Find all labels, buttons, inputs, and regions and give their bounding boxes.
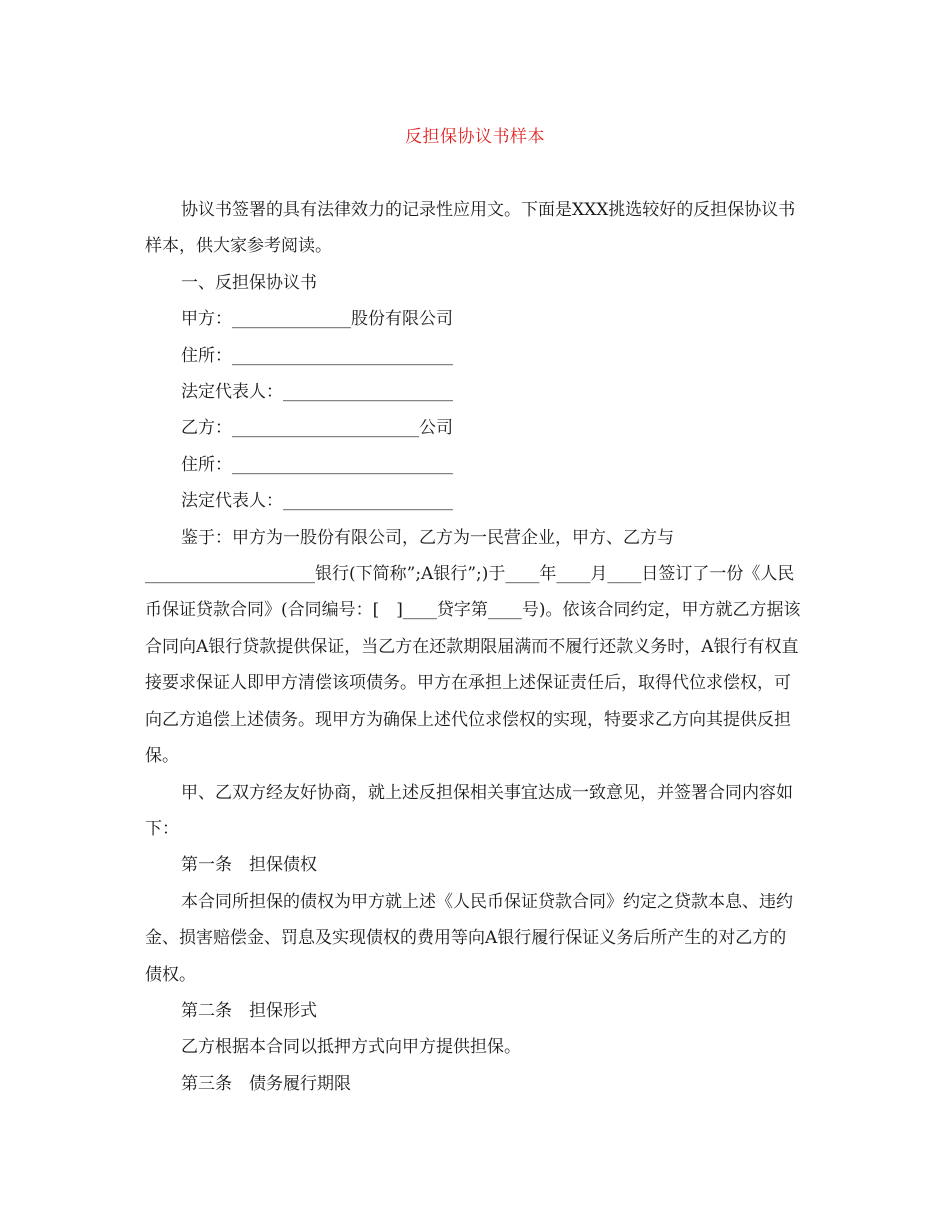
article-2-heading: 第二条 担保形式 <box>181 1000 317 1021</box>
party-a-representative: 法定代表人：____________________ <box>181 382 453 403</box>
article-1-heading: 第一条 担保债权 <box>181 855 317 876</box>
document-body <box>145 192 803 1102</box>
agreement-paragraph: 甲、乙双方经友好协商，就上述反担保相关事宜达成一致意见，并签署合同内容如下： <box>145 782 793 839</box>
party-a-name: 甲方：______________股份有限公司 <box>181 309 453 330</box>
document-title: 反担保协议书样本 <box>405 127 545 147</box>
article-3-heading: 第三条 债务履行期限 <box>181 1073 351 1094</box>
article-1-body: 本合同所担保的债权为甲方就上述《人民币保证贷款合同》约定之贷款本息、违约金、损害赔偿金、罚息及实现债权的费用等向A银行履行保证义务后所产生的对乙方的债权。 <box>145 891 793 985</box>
party-b-name: 乙方：______________________公司 <box>181 418 453 439</box>
section-heading: 一、反担保协议书 <box>181 272 317 293</box>
party-a-address: 住所：__________________________ <box>181 345 453 366</box>
article-2-body: 乙方根据本合同以抵押方式向甲方提供担保。 <box>181 1037 521 1058</box>
party-b-representative: 法定代表人：____________________ <box>181 491 453 512</box>
intro-paragraph: 协议书签署的具有法律效力的记录性应用文。下面是XXX挑选较好的反担保协议书样本，供大家参考阅读。 <box>145 200 796 257</box>
whereas-paragraph: 鉴于：甲方为一股份有限公司，乙方为一民营企业，甲方、乙方与____________________银行(下简称”;A银行”;)于____年____月____日签订了一份《人民币保证贷款合同》(合同编号：[ ]____贷字第____号)。依该合同约定，甲方就乙方据该合同向A银行贷款提供保证，当乙方在还款期限届满而不履行还款义务时，A银行有权直接要求保证人即甲方清偿该项债务。甲方在承担上述保证责任后，取得代位求偿权，可向乙方追偿上述债务。现甲方为确保上述代位求偿权的实现，特要求乙方向其提供反担保。 <box>145 527 801 767</box>
party-b-address: 住所：__________________________ <box>181 454 453 475</box>
